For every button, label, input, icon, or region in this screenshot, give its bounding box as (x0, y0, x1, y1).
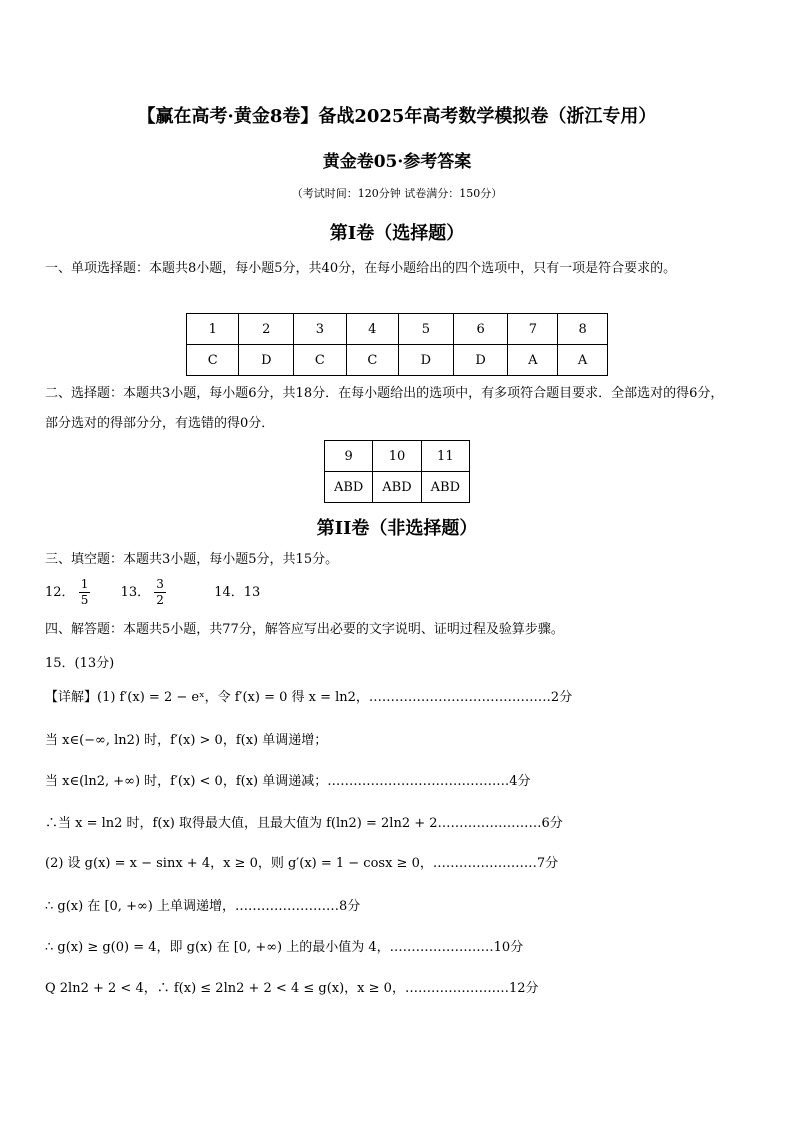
solution-line: ∴当 x = ln2 时，f(x) 取得最大值，且最大值为 f(ln2) = 2ln2 + 2……………………6分 (45, 816, 563, 831)
answer-cell: C (187, 345, 239, 376)
answer-cell: ABD (325, 472, 373, 503)
question-number: 6 (453, 314, 508, 345)
solution-line: ∴ g(x) ≥ g(0) = 4，即 g(x) 在 [0, +∞) 上的最小值为 4，……………………10分 (45, 940, 524, 955)
exam-note: （考试时间：120分钟 试卷满分：150分） (291, 187, 503, 200)
document-title: 【赢在高考·黄金8卷】备战2025年高考数学模拟卷（浙江专用） (137, 106, 657, 127)
question-number-row (325, 441, 470, 472)
answer-cell: A (558, 345, 608, 376)
answer-cell: D (453, 345, 508, 376)
section1-instruction: 一、单项选择题：本题共8小题，每小题5分，共40分，在每小题给出的四个选项中，只有一项是符合要求的。 (45, 261, 677, 276)
q13-denominator: 2 (156, 593, 164, 607)
q13-label: 13． (120, 585, 151, 600)
answer-cell: C (294, 345, 346, 376)
answer-row (187, 345, 608, 376)
q12-label: 12． (45, 585, 75, 600)
answer-cell: D (239, 345, 294, 376)
section1-answer-table (186, 313, 608, 376)
q12-denominator: 5 (80, 593, 89, 607)
document-subtitle: 黄金卷05·参考答案 (322, 152, 472, 172)
question-number: 11 (421, 441, 469, 472)
part1-heading: 第I卷（选择题） (329, 223, 465, 244)
q12-answer-fraction (79, 577, 91, 608)
solution-line: Q 2ln2 + 2 < 4，∴ f(x) ≤ 2ln2 + 2 < 4 ≤ g(x)，x ≥ 0，……………………12分 (45, 981, 539, 996)
answer-cell: ABD (421, 472, 469, 503)
q13-numerator: 3 (156, 577, 164, 591)
question-number: 2 (239, 314, 294, 345)
answer-cell: C (346, 345, 398, 376)
answer-row (325, 472, 470, 503)
section4-instruction: 四、解答题：本题共5小题，共77分，解答应写出必要的文字说明、证明过程及验算步骤。 (45, 622, 564, 637)
section2-answer-table (324, 440, 470, 503)
q12-numerator: 1 (80, 577, 89, 591)
section3-instruction: 三、填空题：本题共3小题，每小题5分，共15分。 (45, 552, 339, 567)
part2-heading: 第II卷（非选择题） (316, 518, 478, 539)
fill-in-answers (45, 577, 260, 608)
solution-line: 【详解】(1) f′(x) = 2 − eˣ，令 f′(x) = 0 得 x = ln2，……………………………………2分 (45, 690, 573, 705)
solution-line: ∴ g(x) 在 [0, +∞) 上单调递增，……………………8分 (45, 899, 361, 914)
question-number: 9 (325, 441, 373, 472)
answer-cell: ABD (373, 472, 421, 503)
question-number-row (187, 314, 608, 345)
answer-cell: D (399, 345, 454, 376)
section2-instruction: 二、选择题：本题共3小题，每小题6分，共18分．在每小题给出的选项中，有多项符合题目要求．全部选对的得6分，部分选对的得部分分，有选错的得0分． (45, 386, 724, 431)
question-number: 8 (558, 314, 608, 345)
solution-line: 当 x∈(−∞, ln2) 时，f′(x) > 0，f(x) 单调递增； (45, 733, 328, 748)
question-number: 1 (187, 314, 239, 345)
question-number: 3 (294, 314, 346, 345)
question-number: 5 (399, 314, 454, 345)
solution-line: (2) 设 g(x) = x − sinx + 4，x ≥ 0，则 g′(x) = 1 − cosx ≥ 0，……………………7分 (45, 856, 559, 871)
q15-header: 15．(13分) (45, 656, 115, 671)
question-number: 10 (373, 441, 421, 472)
question-number: 7 (508, 314, 558, 345)
q14-answer: 14．13 (214, 585, 261, 600)
solution-line: 当 x∈(ln2, +∞) 时，f′(x) < 0，f(x) 单调递减；……………………………………4分 (45, 774, 531, 789)
answer-cell: A (508, 345, 558, 376)
q13-answer-fraction (154, 577, 166, 608)
question-number: 4 (346, 314, 398, 345)
